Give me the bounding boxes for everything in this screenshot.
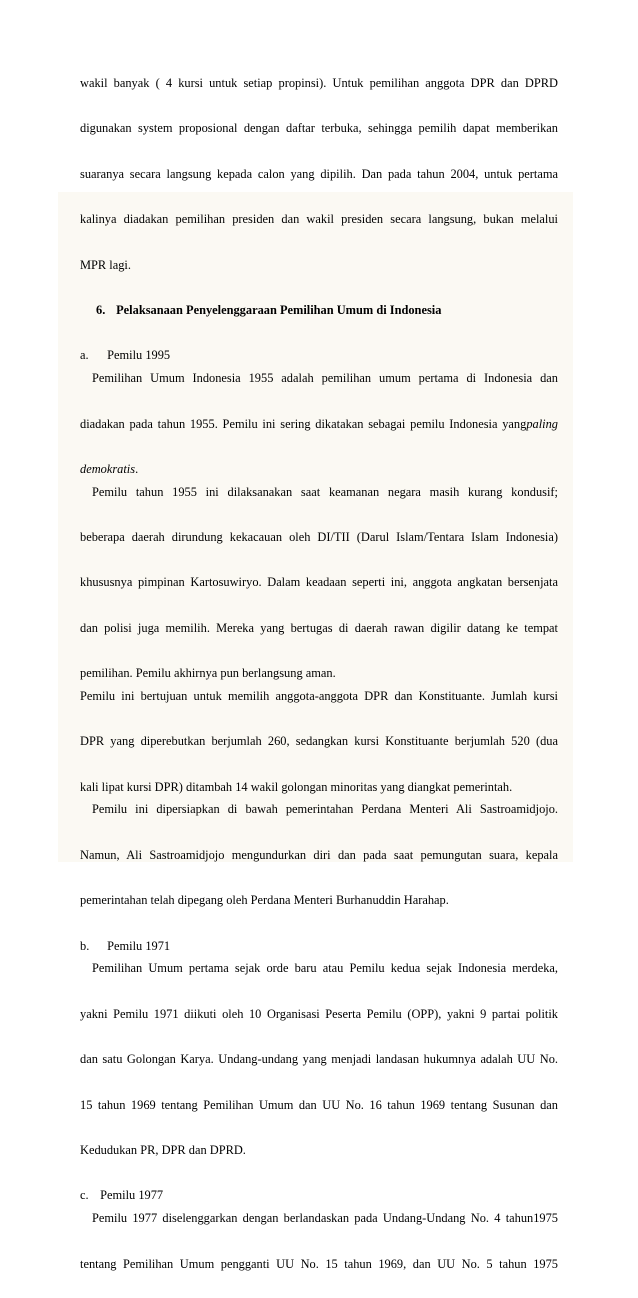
italic-text: paling	[526, 416, 558, 431]
subsection-b-heading	[80, 935, 558, 958]
subsection-title: Pemilu 1971	[107, 938, 171, 953]
intro-line: MPR lagi.	[80, 257, 131, 272]
paragraph-line: Pemilihan Umum pertama sejak orde baru atau Pemilu kedua sejak Indonesia merdeka,	[92, 961, 558, 976]
subsection-a-paragraph-3	[80, 685, 558, 799]
subsection-a-paragraph-4	[80, 798, 558, 912]
subsection-marker: a.	[80, 348, 89, 363]
intro-line: suaranya secara langsung kepada calon yang dipilih. Dan pada tahun 2004, untuk pertama	[80, 166, 558, 181]
paragraph-line: dan satu Golongan Karya. Undang-undang yang menjadi landasan hukumnya adalah UU No.	[80, 1052, 558, 1067]
section-number: 6.	[96, 303, 106, 318]
subsection-a-paragraph-2	[80, 481, 558, 685]
paragraph-line: pemerintahan telah dipegang oleh Perdana Menteri Burhanuddin Harahap.	[80, 893, 449, 908]
paragraph-line: demokratis.	[80, 461, 139, 476]
paragraph-line: diadakan pada tahun 1955. Pemilu ini sering dikatakan sebagai pemilu Indonesia yangpaling	[80, 416, 558, 431]
paragraph-line: Pemilu ini bertujuan untuk memilih anggota-anggota DPR dan Konstituante. Jumlah kursi	[80, 688, 558, 703]
paragraph-line: Pemilu tahun 1955 ini dilaksanakan saat keamanan negara masih kurang kondusif;	[92, 484, 558, 499]
subsection-marker: b.	[80, 938, 90, 953]
intro-line: kalinya diadakan pemilihan presiden dan wakil presiden secara langsung, bukan melalui	[80, 212, 558, 227]
intro-paragraph	[80, 72, 558, 276]
intro-line: wakil banyak ( 4 kursi untuk setiap propinsi). Untuk pemilihan anggota DPR dan DPRD	[80, 76, 558, 90]
subsection-marker: c.	[80, 1188, 89, 1203]
paragraph-line: DPR yang diperebutkan berjumlah 260, sedangkan kursi Konstituante berjumlah 520 (dua	[80, 734, 558, 749]
subsection-a-paragraph-1	[80, 367, 558, 481]
paragraph-line: dan polisi juga memilih. Mereka yang bertugas di daerah rawan digilir datang ke tempat	[80, 620, 558, 635]
paragraph-line: khususnya pimpinan Kartosuwiryo. Dalam keadaan seperti ini, anggota angkatan bersenjata	[80, 575, 558, 590]
paragraph-line: kali lipat kursi DPR) ditambah 14 wakil golongan minoritas yang diangkat pemerintah.	[80, 779, 513, 794]
paragraph-line: Pemilu 1977 diselenggarkan dengan berlandaskan pada Undang-Undang No. 4 tahun1975	[92, 1211, 558, 1226]
subsection-b-paragraph-1	[80, 957, 558, 1161]
document-body	[80, 72, 558, 1298]
subsection-title: Pemilu 1995	[107, 348, 171, 363]
paragraph-line: beberapa daerah dirundung kekacauan oleh DI/TII (Darul Islam/Tentara Islam Indonesia)	[80, 530, 558, 545]
subsection-c-paragraph-1	[80, 1207, 558, 1298]
italic-text: demokratis	[80, 461, 136, 476]
subsection-title: Pemilu 1977	[100, 1188, 164, 1203]
paragraph-line: Namun, Ali Sastroamidjojo mengundurkan diri dan pada saat pemungutan suara, kepala	[80, 847, 558, 862]
paragraph-line: Pemilu ini dipersiapkan di bawah pemerintahan Perdana Menteri Ali Sastroamidjojo.	[92, 802, 558, 817]
paragraph-line: pemilihan. Pemilu akhirnya pun berlangsung aman.	[80, 666, 336, 681]
paragraph-line: 15 tahun 1969 tentang Pemilihan Umum dan UU No. 16 tahun 1969 tentang Susunan dan	[80, 1097, 558, 1112]
section-title: Pelaksanaan Penyelenggaraan Pemilihan Umum di Indonesia	[116, 303, 442, 318]
section-heading	[80, 299, 558, 322]
paragraph-line: Pemilihan Umum Indonesia 1955 adalah pemilihan umum pertama di Indonesia dan	[92, 371, 558, 386]
paragraph-line: Kedudukan PR, DPR dan DPRD.	[80, 1143, 246, 1157]
paragraph-line: tentang Pemilihan Umum pengganti UU No. 15 tahun 1969, dan UU No. 5 tahun 1975	[80, 1256, 558, 1271]
paragraph-line: yakni Pemilu 1971 diikuti oleh 10 Organisasi Peserta Pemilu (OPP), yakni 9 partai politik	[80, 1006, 558, 1021]
intro-line: digunakan system proposional dengan daftar terbuka, sehingga pemilih dapat memberikan	[80, 121, 558, 136]
subsection-c-heading	[80, 1184, 558, 1207]
subsection-a-heading	[80, 344, 558, 367]
